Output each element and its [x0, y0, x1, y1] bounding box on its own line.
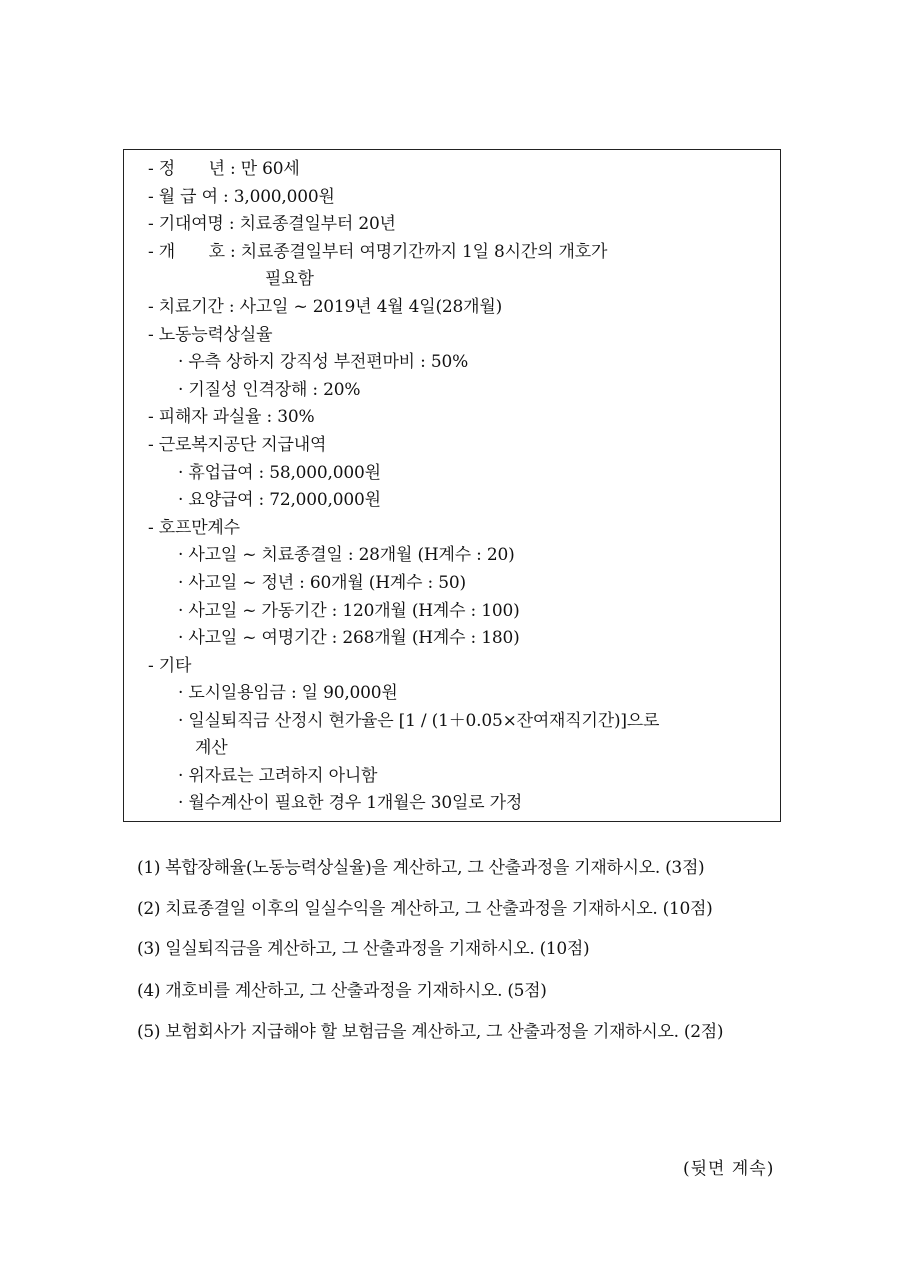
item-comwel-payments: - 근로복지공단 지급내역 [148, 435, 327, 455]
sub-item-medical-benefit: · 요양급여 : 72,000,000원 [178, 490, 381, 510]
question-1: (1) 복합장해율(노동능력상실율)을 계산하고, 그 산출과정을 기재하시오. (3점) [137, 858, 705, 878]
sub-item-hoffman-lifespan: · 사고일 ~ 여명기간 : 268개월 (H계수 : 180) [178, 628, 520, 648]
question-4: (4) 개호비를 계산하고, 그 산출과정을 기재하시오. (5점) [137, 981, 547, 1001]
item-retirement-age: - 정 년 : 만 60세 [148, 159, 300, 179]
question-2: (2) 치료종결일 이후의 일실수익을 계산하고, 그 산출과정을 기재하시오. (10점) [137, 899, 713, 919]
sub-item-discount-rate-cont: 계산 [195, 738, 228, 758]
item-nursing-care-cont: 필요함 [265, 269, 314, 289]
question-5: (5) 보험회사가 지급해야 할 보험금을 계산하고, 그 산출과정을 기재하시오. (2점) [137, 1022, 724, 1042]
sub-item-hoffman-retirement: · 사고일 ~ 정년 : 60개월 (H계수 : 50) [178, 573, 466, 593]
item-monthly-salary: - 월 급 여 : 3,000,000원 [148, 187, 335, 207]
sub-item-hemiparesis: · 우측 상하지 강직성 부전편마비 : 50% [178, 352, 469, 372]
sub-item-hoffman-treatment: · 사고일 ~ 치료종결일 : 28개월 (H계수 : 20) [178, 545, 515, 565]
sub-item-leave-benefit: · 휴업급여 : 58,000,000원 [178, 463, 381, 483]
continued-note: (뒷면 계속) [683, 1159, 775, 1179]
item-life-expectancy: - 기대여명 : 치료종결일부터 20년 [148, 214, 396, 234]
item-treatment-period: - 치료기간 : 사고일 ~ 2019년 4월 4일(28개월) [148, 297, 502, 317]
item-victim-negligence: - 피해자 과실율 : 30% [148, 407, 315, 427]
question-3: (3) 일실퇴직금을 계산하고, 그 산출과정을 기재하시오. (10점) [137, 939, 590, 959]
item-labor-loss-rate: - 노동능력상실율 [148, 325, 273, 345]
sub-item-daily-wage: · 도시일용임금 : 일 90,000원 [178, 683, 398, 703]
item-nursing-care: - 개 호 : 치료종결일부터 여명기간까지 1일 8시간의 개호가 [148, 242, 608, 262]
sub-item-hoffman-working: · 사고일 ~ 가동기간 : 120개월 (H계수 : 100) [178, 601, 520, 621]
item-hoffman-coefficient: - 호프만계수 [148, 518, 240, 538]
sub-item-consolation: · 위자료는 고려하지 아니함 [178, 766, 378, 786]
item-etc: - 기타 [148, 656, 192, 676]
sub-item-discount-rate: · 일실퇴직금 산정시 현가율은 [1 / (1＋0.05×잔여재직기간)]으로 [178, 711, 660, 731]
sub-item-personality-disorder: · 기질성 인격장해 : 20% [178, 380, 361, 400]
sub-item-month-days: · 월수계산이 필요한 경우 1개월은 30일로 가정 [178, 793, 523, 813]
